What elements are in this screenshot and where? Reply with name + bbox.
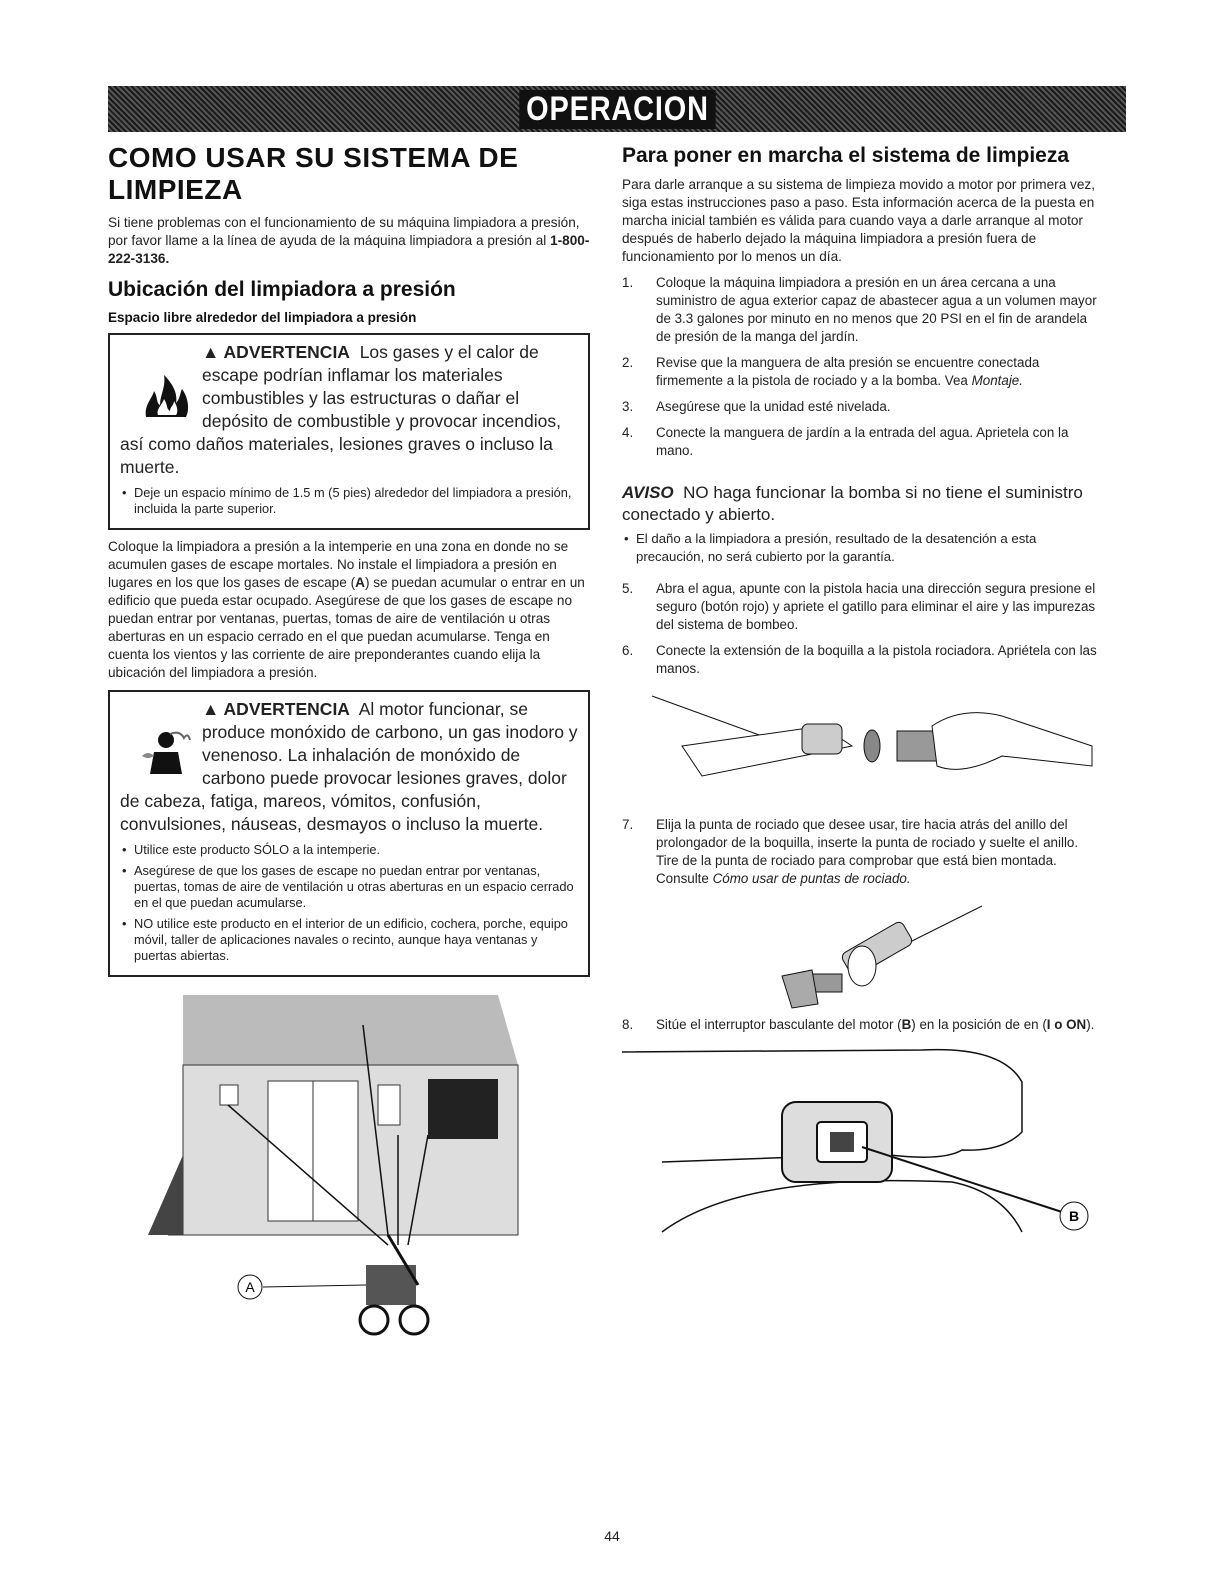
fire-hazard-icon — [140, 369, 192, 419]
step-4: 4. Conecte la manguera de jardín a la entrada del agua. Aprietela con la mano. — [622, 425, 1069, 458]
warning-text-fire: ▲ ADVERTENCIA Los gases y el calor de escape podrían inflamar los materiales combustibles y las estructuras o dañar el depósito de combustible y provocar incendios, así como daños materiales, lesiones graves o incluso la muerte. — [120, 342, 561, 477]
engine-switch-illustration — [622, 1042, 1100, 1242]
notice-bullet: • El daño a la limpiadora a presión, resultado de la desatención a esta precaución, no será cubierto por la garantía. — [622, 530, 1100, 566]
carbon-monoxide-hazard-icon — [140, 726, 192, 776]
startup-heading: Para poner en marcha el sistema de limpieza — [622, 144, 1070, 167]
section-banner — [108, 86, 1126, 132]
nozzle-extension-illustration — [622, 686, 1100, 816]
step-7: 7. Elija la punta de rociado que desee usar, tire hacia atrás del anillo del prolongador de la boquilla, inserte la punta de rociado y suelte el anillo. Tire de la punta de rociado para comprobar que está bien montada. Consulte Cómo usar de puntas de rociado. — [622, 817, 1079, 886]
right-column — [622, 140, 1100, 1242]
page-number: 44 — [604, 1528, 620, 1544]
left-column — [108, 140, 590, 1385]
step-5: 5. Abra el agua, apunte con la pistola hacia una dirección segura presione el seguro (botón rojo) y apriete el gatillo para eliminar el aire y las impurezas del sistema de bombeo. — [622, 581, 1096, 632]
house-placement-illustration — [108, 985, 590, 1385]
startup-intro: Para darle arranque a su sistema de limpieza movido a motor por primera vez, siga estas instrucciones paso a paso. Esta información acerca de la puesta en marcha inicial también es válida para cuando vaya a darle arranque al motor después de haberlo dejado la máquina limpiadora a presión fuera de funcionamiento por lo menos un día. — [622, 177, 1095, 264]
warning-bullet: • Deje un espacio mínimo de 1.5 m (5 pies) alrededor del limpiadora a presión, incluida la parte superior. — [120, 485, 580, 517]
step-1: 1. Coloque la máquina limpiadora a presión en un área cercana a una suministro de agua exterior capaz de abastecer agua a un volumen mayor de 3.3 galones por minuto en no menos que 20 PSI en el fin de arandela de presión de la manga del jardín. — [622, 275, 1097, 344]
spray-tip-illustration — [622, 896, 1100, 1016]
warning-label: ▲ ADVERTENCIA — [202, 699, 350, 719]
clearance-subheading: Espacio libre alrededor del limpiadora a presión — [108, 310, 417, 325]
warning-text-co: ▲ ADVERTENCIA Al motor funcionar, se produce monóxido de carbono, un gas inodoro y venenoso. La inhalación de monóxido de carbono puede provocar lesiones graves, dolor de cabeza, fatiga, mareos, vómitos, confusión, convulsiones, náuseas, desmayos o incluso la muerte. — [120, 699, 578, 834]
helpline-phone: 1-800-222-3136. — [108, 233, 590, 266]
placement-paragraph: Coloque la limpiadora a presión a la intemperie en una zona en donde no se acumulen gases de escape mortales. No instale el limpiadora a presión en lugares en los que los gases de escape (A) se puedan acumular o entrar en un edificio que pueda estar ocupado. Asegúrese de que los gases de escape no puedan entrar por ventanas, puertas, tomas de aire de ventilación u otras aberturas en un espacio cerrado en el que puedan acumularse. Tenga en cuenta los vientos y las corriente de aire preponderantes cuando elija la ubicación del limpiadora a presión. — [108, 539, 585, 680]
notice-text: AVISO NO haga funcionar la bomba si no tiene el suministro conectado y abierto. — [622, 483, 1083, 524]
intro-paragraph: Si tiene problemas con el funcionamiento de su máquina limpiadora a presión, por favor llame a la línea de ayuda de la máquina limpiadora a presión al 1-800-222-3136. — [108, 215, 590, 266]
callout-a: A — [245, 1279, 255, 1295]
warning-box-co — [108, 690, 590, 977]
banner-title: OPERACION — [519, 90, 715, 129]
main-heading: COMO USAR SU SISTEMA DE LIMPIEZA — [108, 142, 519, 205]
warning-bullet: • Utilice este producto SÓLO a la intemperie. — [120, 842, 580, 858]
warning-box-fire — [108, 333, 590, 530]
step-3: 3. Asegúrese que la unidad esté nivelada. — [622, 399, 891, 414]
step-2: 2. Revise que la manguera de alta presión se encuentre conectada firmemente a la pistola de rociado y a la bomba. Vea Montaje. — [622, 355, 1040, 388]
location-heading: Ubicación del limpiadora a presión — [108, 278, 456, 301]
callout-b: B — [1068, 1208, 1080, 1224]
warning-label: ▲ ADVERTENCIA — [202, 342, 350, 362]
warning-bullet: • NO utilice este producto en el interior de un edificio, cochera, porche, equipo móvil, taller de aplicaciones navales o recinto, aunque haya ventanas y puertas abiertas. — [120, 916, 580, 964]
step-8: 8. Sitúe el interruptor basculante del motor (B) en la posición de en (I o ON). — [622, 1017, 1095, 1032]
warning-bullet: • Asegúrese de que los gases de escape no puedan entrar por ventanas, puertas, tomas de aire de ventilación u otras aberturas en un espacio cerrado en el que puedan acumularse. — [120, 863, 580, 911]
step-6: 6. Conecte la extensión de la boquilla a la pistola rociadora. Apriétela con las manos. — [622, 643, 1097, 676]
